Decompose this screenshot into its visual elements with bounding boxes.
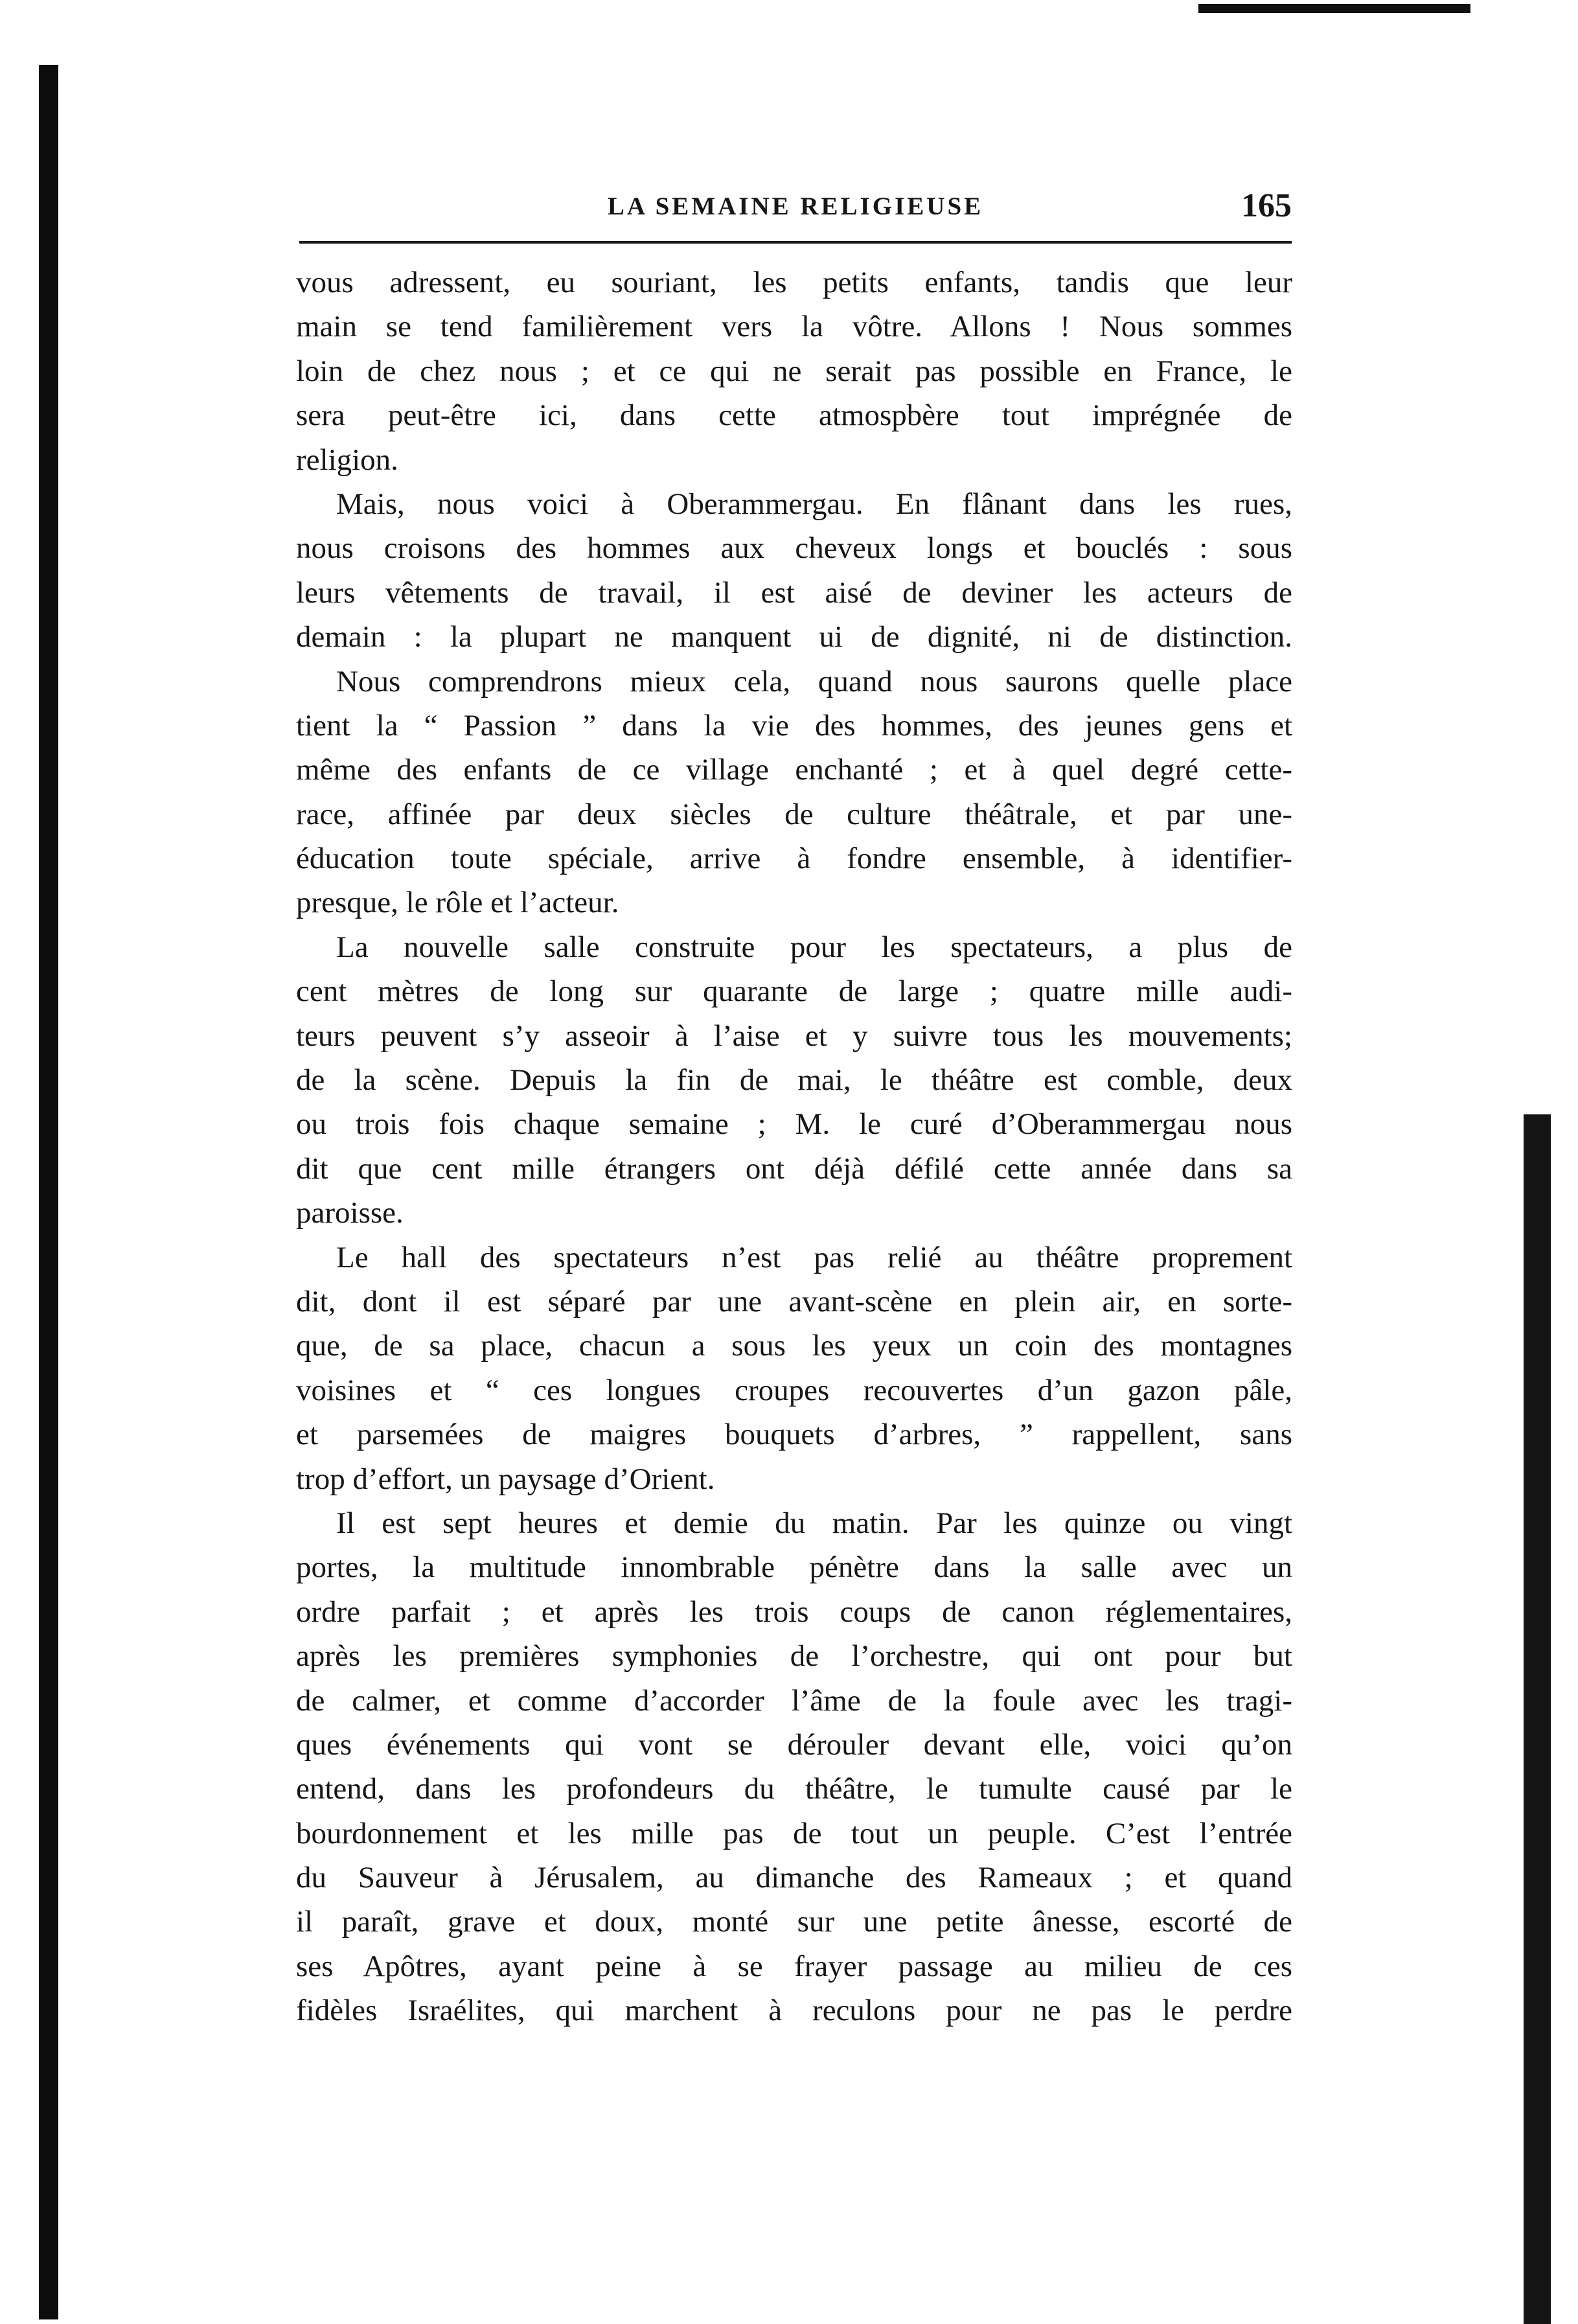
text-line: il paraît, grave et doux, monté sur une petite ânesse, escorté de (296, 1905, 1292, 1939)
scan-page-edge (1524, 1114, 1551, 2324)
text-line: Nous comprendrons mieux cela, quand nous saurons quelle place (336, 664, 1292, 698)
text-line: main se tend familièrement vers la vôtre. Allons ! Nous sommes (296, 310, 1292, 344)
text-line: bourdonnement et les mille pas de tout un peuple. C’est l’entrée (296, 1816, 1292, 1850)
body-text (296, 260, 1292, 2033)
text-line: de calmer, et comme d’accorder l’âme de la foule avec les tragi- (296, 1683, 1292, 1718)
page-number: 165 (1241, 187, 1292, 224)
text-line: du Sauveur à Jérusalem, au dimanche des Rameaux ; et quand (296, 1861, 1292, 1895)
text-line: religion. (296, 443, 398, 477)
text-line: portes, la multitude innombrable pénètre dans la salle avec un (296, 1550, 1292, 1585)
text-line: tient la “ Passion ” dans la vie des hommes, des jeunes gens et (296, 708, 1292, 742)
text-line: entend, dans les profondeurs du théâtre, le tumulte causé par le (296, 1772, 1292, 1806)
text-line: même des enfants de ce village enchanté ; et à quel degré cette- (296, 753, 1292, 787)
text-line: La nouvelle salle construite pour les spectateurs, a plus de (336, 930, 1292, 964)
text-line: et parsemées de maigres bouquets d’arbres, ” rappellent, sans (296, 1418, 1292, 1452)
text-line: loin de chez nous ; et ce qui ne serait pas possible en France, le (296, 354, 1292, 388)
text-line: que, de sa place, chacun a sous les yeux un coin des montagnes (296, 1329, 1292, 1363)
text-line: voisines et “ ces longues croupes recouvertes d’un gazon pâle, (296, 1373, 1292, 1407)
text-line: Le hall des spectateurs n’est pas relié au théâtre proprement (336, 1240, 1292, 1274)
text-line: ou trois fois chaque semaine ; M. le curé d’Oberammergau nous (296, 1107, 1292, 1142)
text-line: éducation toute spéciale, arrive à fondre ensemble, à identifier- (296, 842, 1292, 876)
running-title: LA SEMAINE RELIGIEUSE (607, 192, 984, 220)
text-line: dit que cent mille étrangers ont déjà défilé cette année dans sa (296, 1151, 1292, 1186)
text-line: teurs peuvent s’y asseoir à l’aise et y suivre tous les mouvements; (296, 1018, 1292, 1053)
text-line: nous croisons des hommes aux cheveux longs et bouclés : sous (296, 531, 1292, 566)
text-line: ordre parfait ; et après les trois coups de canon réglementaires, (296, 1594, 1292, 1629)
text-line: ses Apôtres, ayant peine à se frayer passage au milieu de ces (296, 1949, 1292, 1983)
text-line: dit, dont il est séparé par une avant-scène en plein air, en sorte- (296, 1284, 1292, 1318)
text-line: demain : la plupart ne manquent ui de dignité, ni de distinction. (296, 620, 1292, 654)
text-line: race, affinée par deux siècles de culture théâtrale, et par une- (296, 797, 1292, 831)
scan-top-mark (1198, 4, 1470, 13)
text-line: trop d’effort, un paysage d’Orient. (296, 1462, 715, 1496)
text-line: leurs vêtements de travail, il est aisé de deviner les acteurs de (296, 575, 1292, 610)
text-line: sera peut-être ici, dans cette atmospbère tout imprégnée de (296, 398, 1292, 433)
text-line: de la scène. Depuis la fin de mai, le théâtre est comble, deux (296, 1063, 1292, 1098)
running-head (299, 187, 1292, 232)
text-line: vous adressent, eu souriant, les petits enfants, tandis que leur (296, 266, 1292, 299)
text-line: paroisse. (296, 1196, 404, 1230)
text-line: après les premières symphonies de l’orchestre, qui ont pour but (296, 1639, 1292, 1674)
text-line: ques événements qui vont se dérouler devant elle, voici qu’on (296, 1727, 1292, 1762)
text-line: fidèles Israélites, qui marchent à reculons pour ne pas le perdre (296, 1994, 1292, 2028)
text-line: Il est sept heures et demie du matin. Par les quinze ou vingt (336, 1506, 1292, 1540)
scan-binding-edge (39, 65, 58, 2319)
text-line: presque, le rôle et l’acteur. (296, 886, 619, 920)
text-line: cent mètres de long sur quarante de large ; quatre mille audi- (296, 974, 1292, 1009)
header-rule (299, 241, 1292, 244)
text-line: Mais, nous voici à Oberammergau. En flânant dans les rues, (336, 487, 1292, 521)
